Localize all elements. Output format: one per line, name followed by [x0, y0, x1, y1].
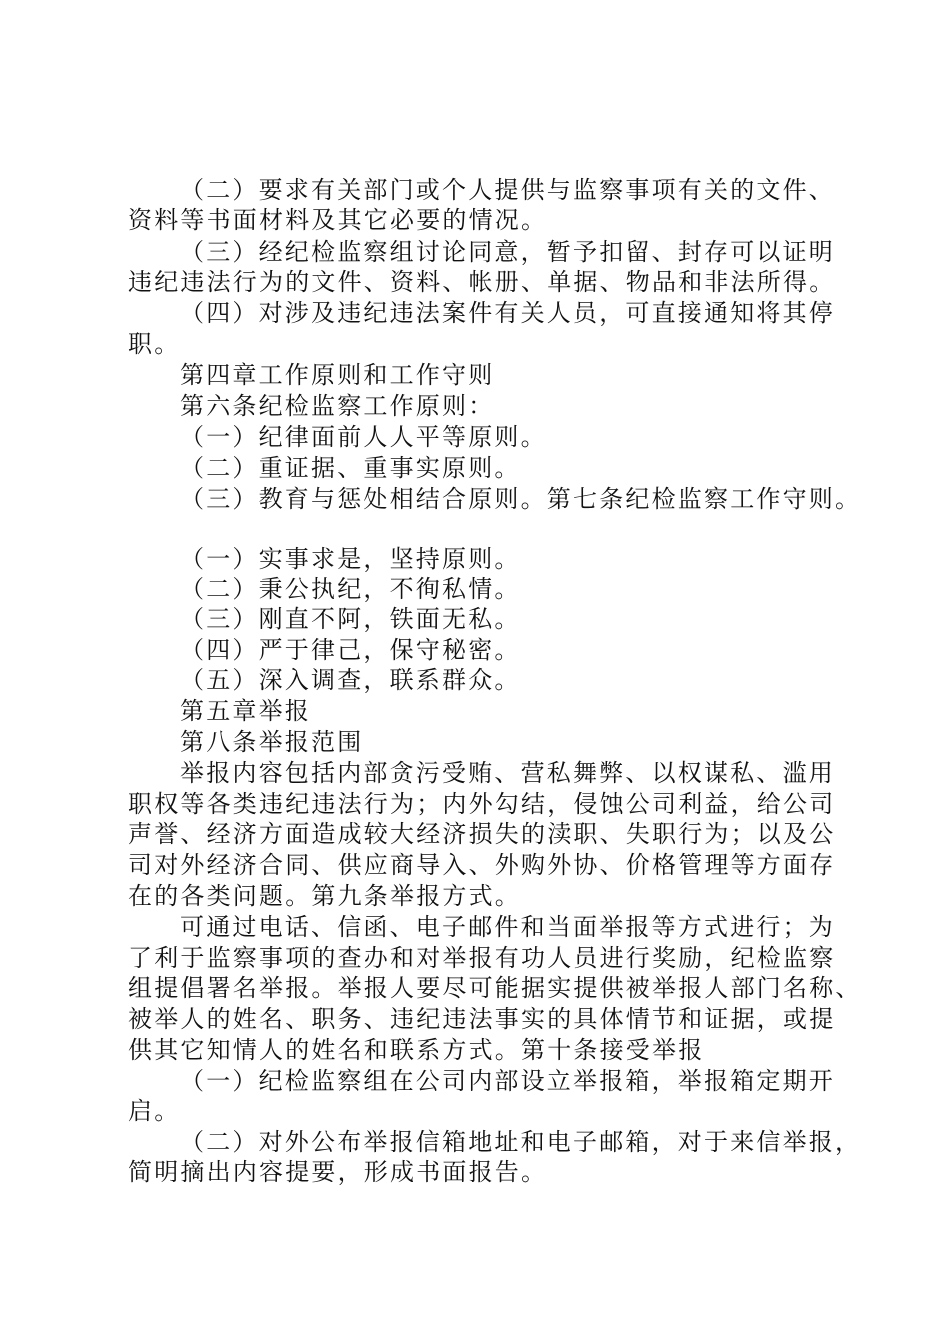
text-line-3: （三）经纪检监察组讨论同意，暂予扣留、封存可以证明 — [180, 238, 835, 266]
article-8-heading: 第八条举报范围 — [180, 728, 364, 756]
text-line-26: 组提倡署名举报。举报人要尽可能据实提供被举报人部门名称、 — [128, 974, 862, 1002]
text-line-15: （四）严于律己，保守秘密。 — [180, 636, 521, 664]
text-line-12: （一）实事求是，坚持原则。 — [180, 545, 521, 573]
chapter-4-heading: 第四章工作原则和工作守则 — [180, 361, 495, 389]
text-line-29: （一）纪检监察组在公司内部设立举报箱，举报箱定期开 — [180, 1067, 835, 1095]
text-line-31: （二）对外公布举报信箱地址和电子邮箱，对于来信举报， — [180, 1128, 862, 1156]
text-line-6: 职。 — [128, 330, 181, 358]
text-line-22: 司对外经济合同、供应商导入、外购外协、价格管理等方面存 — [128, 851, 836, 879]
text-line-24: 可通过电话、信函、电子邮件和当面举报等方式进行；为 — [180, 913, 835, 941]
text-line-20: 职权等各类违纪违法行为；内外勾结，侵蚀公司利益，给公司 — [128, 790, 836, 818]
text-line-23: 在的各类问题。第九条举报方式。 — [128, 882, 521, 910]
text-line-14: （三）刚直不阿，铁面无私。 — [180, 605, 521, 633]
text-line-32: 简明摘出内容提要，形成书面报告。 — [128, 1158, 548, 1186]
text-line-10: （二）重证据、重事实原则。 — [180, 454, 521, 482]
text-line-16: （五）深入调查，联系群众。 — [180, 666, 521, 694]
text-line-13: （二）秉公执纪，不徇私情。 — [180, 575, 521, 603]
text-line-28: 供其它知情人的姓名和联系方式。第十条接受举报 — [128, 1036, 705, 1064]
text-line-25: 了利于监察事项的查办和对举报有功人员进行奖励，纪检监察 — [128, 944, 836, 972]
text-line-9: （一）纪律面前人人平等原则。 — [180, 423, 547, 451]
text-line-11: （三）教育与惩处相结合原则。第七条纪检监察工作守则。 — [180, 485, 862, 513]
chapter-5-heading: 第五章举报 — [180, 697, 311, 725]
text-line-1: （二）要求有关部门或个人提供与监察事项有关的文件、 — [180, 176, 835, 204]
article-6-heading: 第六条纪检监察工作原则： — [180, 392, 495, 420]
text-line-5: （四）对涉及违纪违法案件有关人员，可直接通知将其停 — [180, 299, 835, 327]
text-line-19: 举报内容包括内部贪污受贿、营私舞弊、以权谋私、滥用 — [180, 759, 835, 787]
text-line-21: 声誉、经济方面造成较大经济损失的渎职、失职行为；以及公 — [128, 820, 836, 848]
text-line-4: 违纪违法行为的文件、资料、帐册、单据、物品和非法所得。 — [128, 268, 836, 296]
text-line-30: 启。 — [128, 1097, 181, 1125]
text-line-27: 被举人的姓名、职务、违纪违法事实的具体情节和证据，或提 — [128, 1005, 836, 1033]
text-line-2: 资料等书面材料及其它必要的情况。 — [128, 206, 548, 234]
